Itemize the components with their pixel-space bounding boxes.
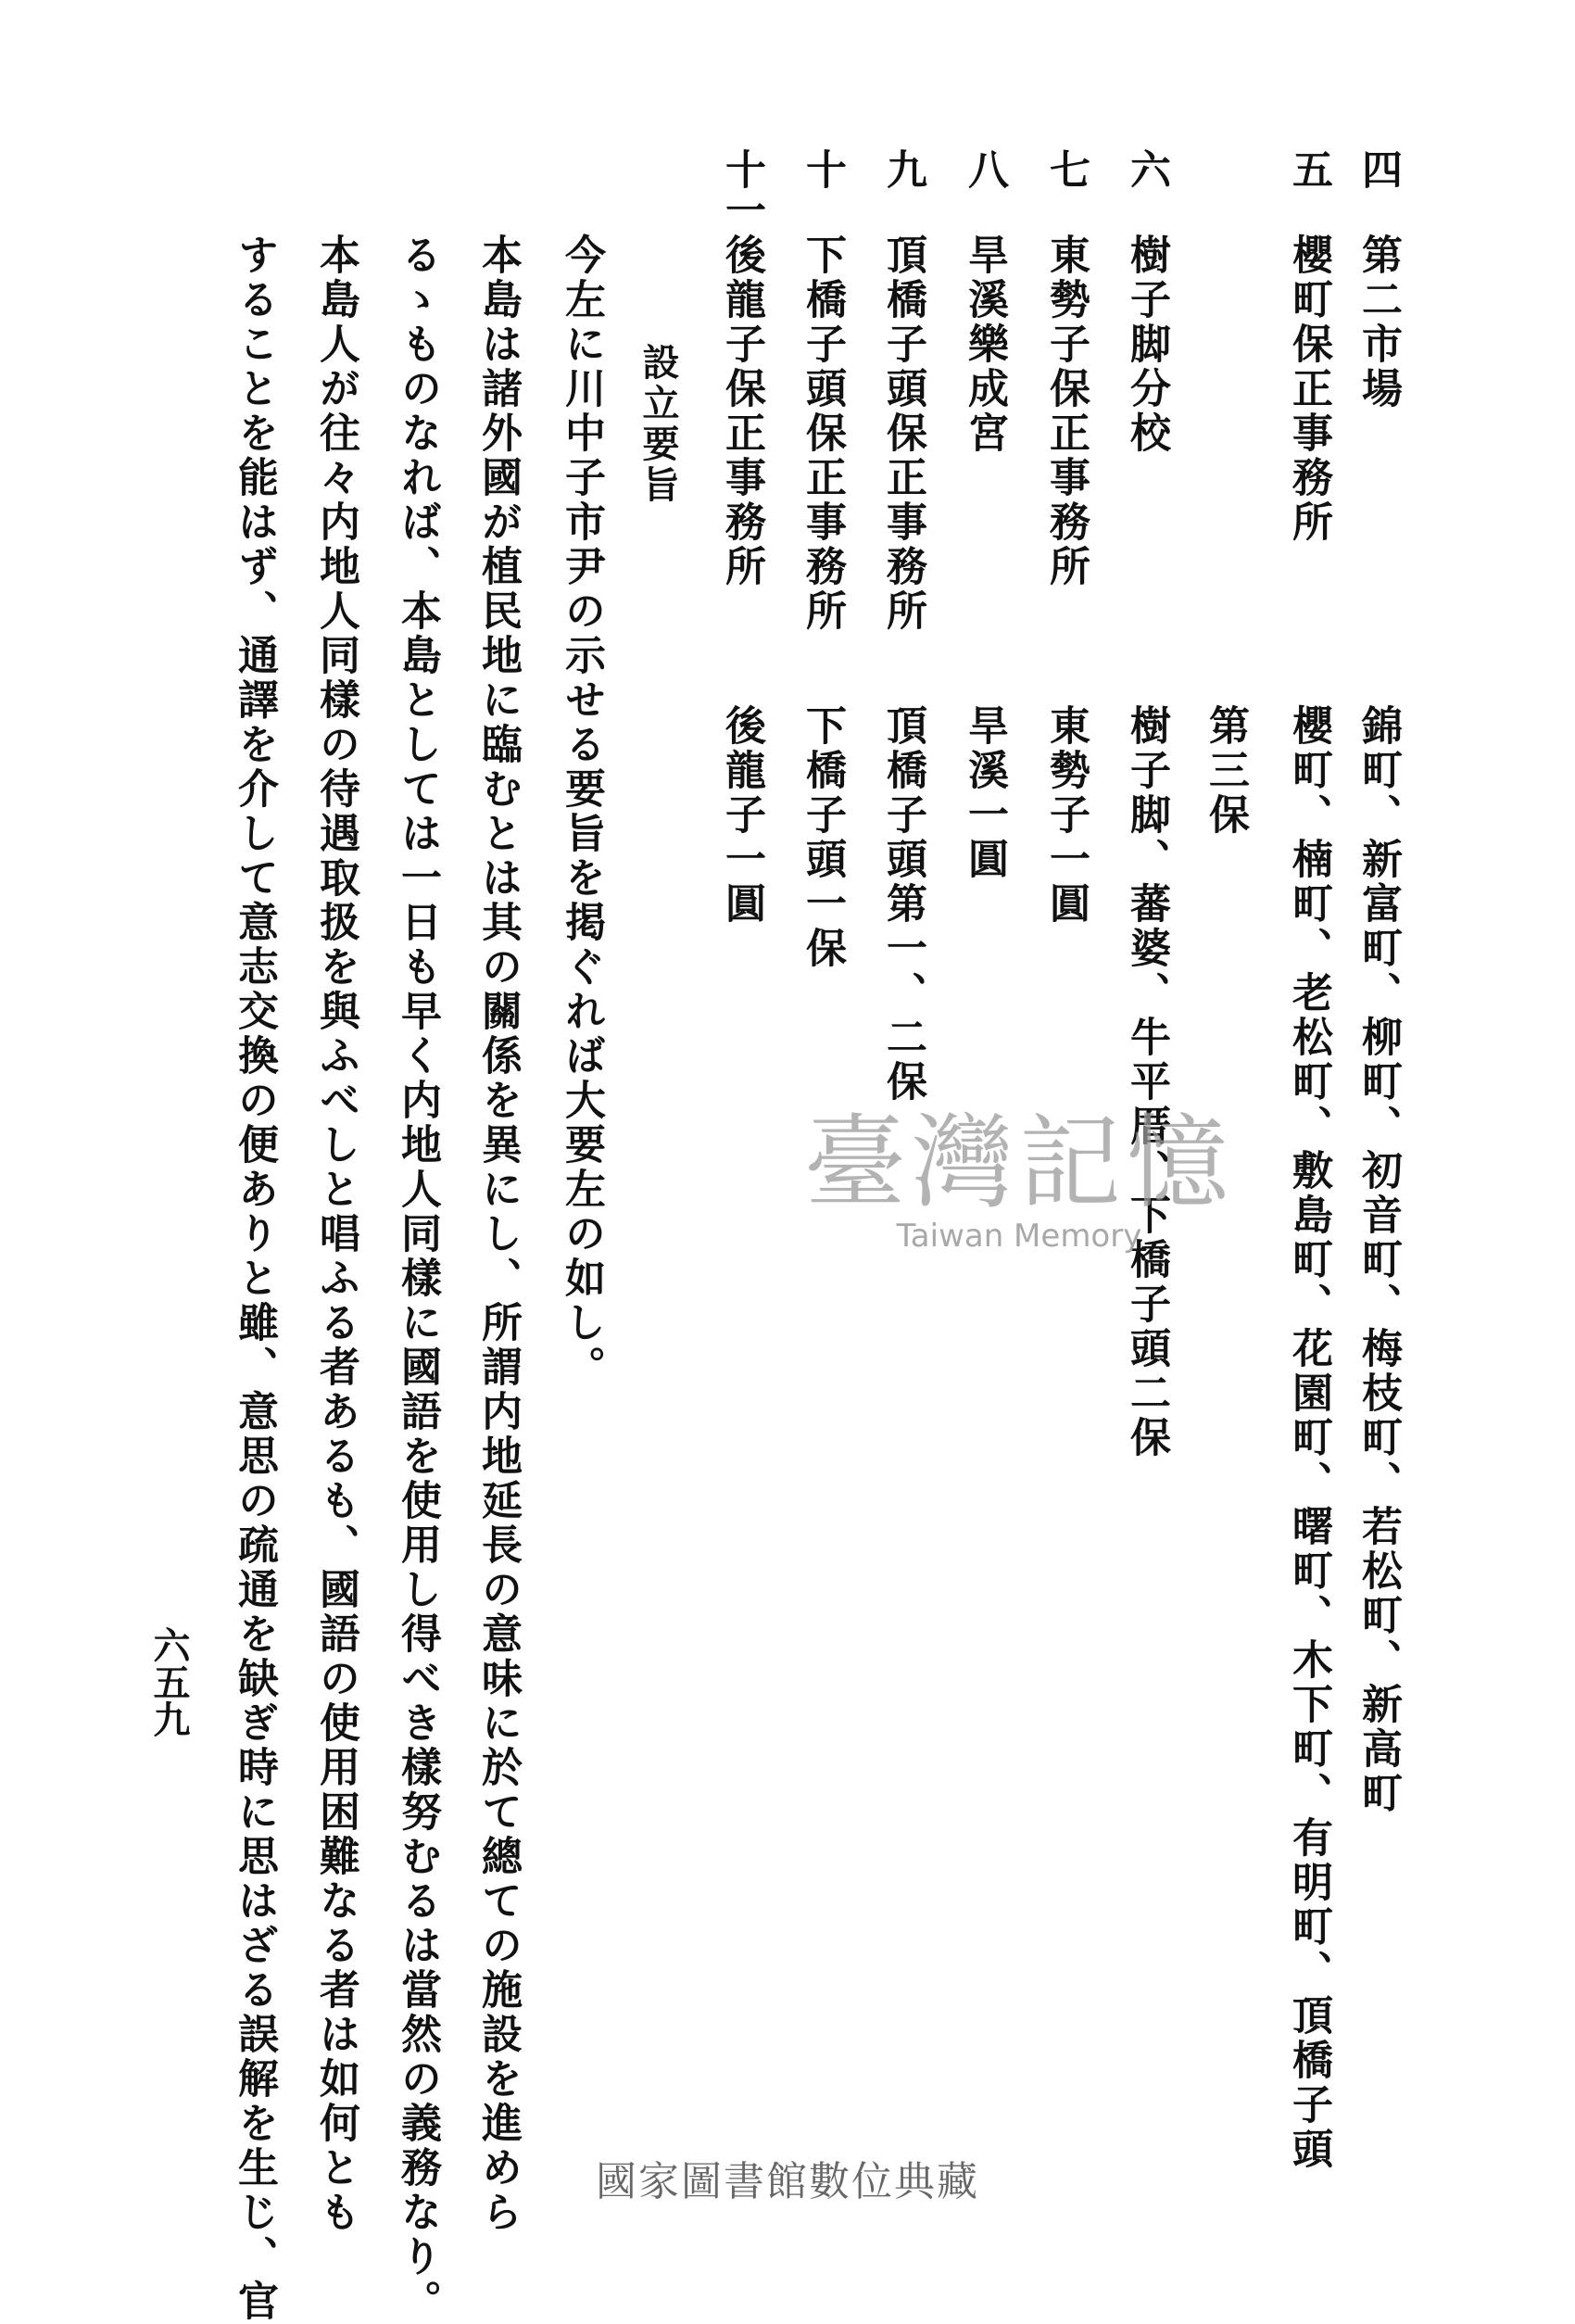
item-area: 樹子脚、蕃婆、牛平厝、下橋子頭二保 — [1123, 704, 1170, 1460]
item-area: 下橋子頭一保 — [799, 704, 846, 971]
item-number: 十一 — [718, 148, 765, 230]
item-number: 八 — [961, 148, 1008, 189]
item-area: 後龍子一圓 — [718, 704, 765, 927]
item-name: 下橋子頭保正事務所 — [799, 234, 846, 634]
item-area: 錦町、新富町、柳町、初音町、梅枝町、若松町、新高町 — [1354, 704, 1402, 1816]
item-name: 後龍子保正事務所 — [718, 234, 765, 589]
item-name: 頂橋子頭保正事務所 — [879, 234, 926, 634]
item-name: 第二市場 — [1354, 234, 1402, 411]
paragraph-line: 本島は諸外國が植民地に臨むとは其の關係を異にし、所謂内地延長の意味に於て總ての施設を進めら — [474, 234, 522, 2235]
paragraph-line: 今左に川中子市尹の示せる要旨を掲ぐれば大要左の如し。 — [558, 234, 605, 1390]
item-number: 六 — [1123, 148, 1170, 189]
item-number: 十 — [799, 148, 846, 189]
footer-credit: 國家圖書館數位典藏 — [596, 2158, 979, 2205]
item-name: 旱溪樂成宮 — [961, 234, 1008, 456]
page-number: 六五九 — [147, 1626, 191, 1737]
item-area: 東勢子一圓 — [1042, 704, 1090, 927]
watermark-chinese: 臺灣記憶 — [804, 1104, 1234, 1222]
item-name: 東勢子保正事務所 — [1042, 234, 1090, 589]
paragraph-line: 本島人が往々内地人同樣の待遇取扱を與ふべしと唱ふる者あるも、國語の使用困難なる者は如何とも — [312, 234, 359, 2235]
watermark-english: Taiwan Memory — [896, 1218, 1142, 1255]
paragraph-line: るゝものなれば、本島としては一日も早く内地人同樣に國語を使用し得べき樣努むるは當然の義務なり。 — [394, 234, 441, 2324]
item-area: 櫻町、楠町、老松町、敷島町、花園町、曙町、木下町、有明町、頂橋子頭 — [1285, 704, 1332, 2172]
section-heading: 設立要旨 — [636, 343, 680, 506]
item-name: 櫻町保正事務所 — [1285, 234, 1332, 545]
watermark-logo — [778, 1104, 1260, 1269]
item-number: 九 — [879, 148, 926, 189]
item-number: 五 — [1285, 148, 1332, 189]
item-number: 七 — [1042, 148, 1090, 189]
item-area: 第三保 — [1202, 704, 1249, 838]
paragraph-line: することを能はず、通譯を介して意志交換の便ありと雖、意思の疏通を缺ぎ時に思はざる誤解を生じ、官 — [231, 234, 278, 2324]
item-number: 四 — [1354, 148, 1402, 189]
item-area: 頂橋子頭第一、二保 — [879, 704, 926, 1105]
item-area: 旱溪一圓 — [961, 704, 1008, 882]
item-name: 樹子脚分校 — [1123, 234, 1170, 456]
